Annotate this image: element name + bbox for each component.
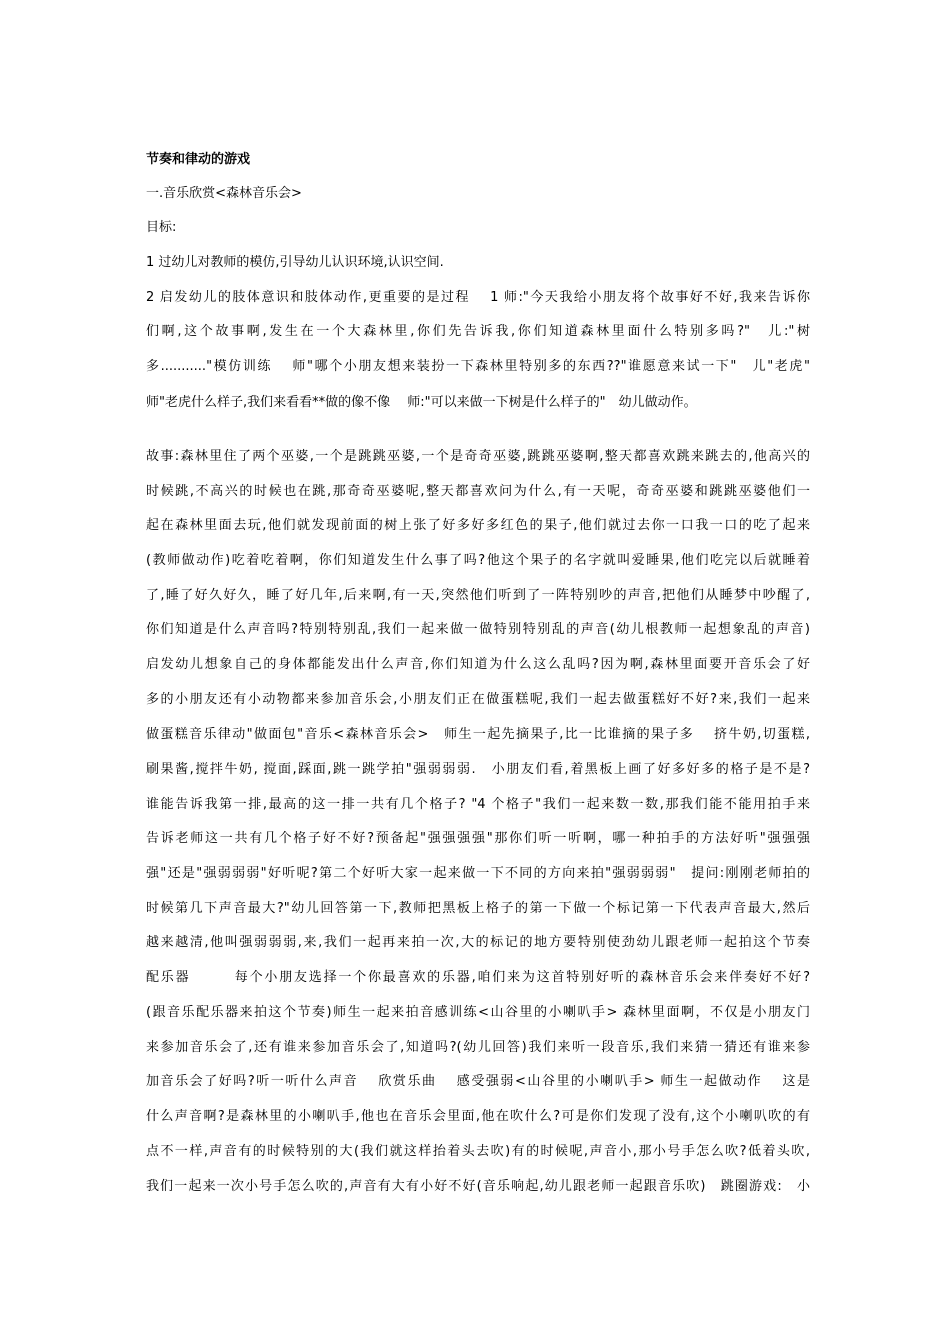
text-line: (跟音乐配乐器来拍这个节奏)师生一起来拍音感训练<山谷里的小喇叭手> 森林里面啊，不仅是小朋友门 [146, 1005, 810, 1020]
text-line: 我们一起来一次小号手怎么吹的,声音有大有小好不好(音乐响起,幼儿跟老师一起跟音乐吹) 跳圈游戏: 小 [146, 1179, 810, 1194]
text-line: 时候跳,不高兴的时候也在跳,那奇奇巫婆呢,整天都喜欢问为什么,有一天呢，奇奇巫婆和跳跳巫婆他们一 [146, 484, 810, 499]
text-line: 你们知道是什么声音吗?特别特别乱,我们一起来做一做特别特别乱的声音(幼儿根教师一起想象乱的声音) [146, 622, 810, 637]
text-line: 时候第几下声音最大?"幼儿回答第一下,教师把黑板上格子的第一下做一个标记第一下代表声音最大,然后 [146, 901, 810, 916]
text-line: 做蛋糕音乐律动"做面包"音乐<森林音乐会> 师生一起先摘果子,比一比谁摘的果子多 挤牛奶,切蛋糕, [146, 727, 810, 742]
document-page [146, 0, 810, 1344]
text-line: 启发幼儿想象自己的身体都能发出什么声音,你们知道为什么这么乱吗?因为啊,森林里面要开音乐会了好 [146, 657, 810, 672]
text-line: 来参加音乐会了,还有谁来参加音乐会了,知道吗?(幼儿回答)我们来听一段音乐,我们来猜一猜还有谁来参 [146, 1040, 810, 1055]
text-line: (教师做动作)吃着吃着啊，你们知道发生什么事了吗?他这个果子的名字就叫爱睡果,他们吃完以后就睡着 [146, 553, 810, 568]
text-line: 多..........."模仿训练 师"哪个小朋友想来装扮一下森林里特别多的东西??"谁愿意来试一下" 儿"老虎" [146, 359, 810, 374]
text-line: 2 启发幼儿的肢体意识和肢体动作,更重要的是过程 1 师:"今天我给小朋友将个故事好不好,我来告诉你 [146, 290, 810, 305]
text-line: 什么声音啊?是森林里的小喇叭手,他也在音乐会里面,他在吹什么?可是你们发现了没有,这个小喇叭吹的有 [146, 1109, 810, 1124]
text-line: 谁能告诉我第一排,最高的这一排一共有几个格子? "4 个格子"我们一起来数一数,那我们能不能用拍手来 [146, 797, 810, 812]
text-line: 一.音乐欣赏<森林音乐会> [146, 186, 302, 201]
text-line: 们啊,这个故事啊,发生在一个大森林里,你们先告诉我,你们知道森林里面什么特别多吗?" 儿:"树 [146, 324, 810, 339]
text-line: 了,睡了好久好久，睡了好几年,后来啊,有一天,突然他们听到了一阵特别吵的声音,把他们从睡梦中吵醒了, [146, 588, 810, 603]
text-line: 配乐器 每个小朋友选择一个你最喜欢的乐器,咱们来为这首特别好听的森林音乐会来伴奏好不好? [146, 970, 810, 985]
text-line: 越来越清,他叫强弱弱弱,来,我们一起再来拍一次,大的标记的地方要特别使劲幼儿跟老师一起拍这个节奏 [146, 935, 810, 950]
text-line: 师"老虎什么样子,我们来看看**做的像不像 师:"可以来做一下树是什么样子的" 幼儿做动作。 [146, 395, 697, 410]
text-line: 故事:森林里住了两个巫婆,一个是跳跳巫婆,一个是奇奇巫婆,跳跳巫婆啊,整天都喜欢跳来跳去的,他高兴的 [146, 449, 810, 464]
text-line: 加音乐会了好吗?听一听什么声音 欣赏乐曲 感受强弱<山谷里的小喇叭手> 师生一起做动作 这是 [146, 1074, 810, 1089]
text-line: 告诉老师这一共有几个格子好不好?预备起"强强强强"那你们听一听啊，哪一种拍手的方法好听"强强强 [146, 831, 810, 846]
text-line: 刷果酱,搅拌牛奶, 搅面,踩面,跳一跳学拍"强弱弱弱. 小朋友们看,着黑板上画了好多好多的格子是不是? [146, 762, 810, 777]
text-line: 1 过幼儿对教师的模仿,引导幼儿认识环境,认识空间. [146, 255, 444, 270]
document-title: 节奏和律动的游戏 [146, 152, 251, 167]
text-line: 强"还是"强弱弱弱"好听呢?第二个好听大家一起来做一下不同的方向来拍"强弱弱弱" 提问:刚刚老师拍的 [146, 866, 810, 881]
text-line: 目标: [146, 220, 177, 235]
text-line: 点不一样,声音有的时候特别的大(我们就这样抬着头去吹)有的时候呢,声音小,那小号手怎么吹?低着头吹, [146, 1144, 810, 1159]
text-line: 多的小朋友还有小动物都来参加音乐会,小朋友们正在做蛋糕呢,我们一起去做蛋糕好不好?来,我们一起来 [146, 692, 810, 707]
text-line: 起在森林里面去玩,他们就发现前面的树上张了好多好多红色的果子,他们就过去你一口我一口的吃了起来 [146, 518, 810, 533]
